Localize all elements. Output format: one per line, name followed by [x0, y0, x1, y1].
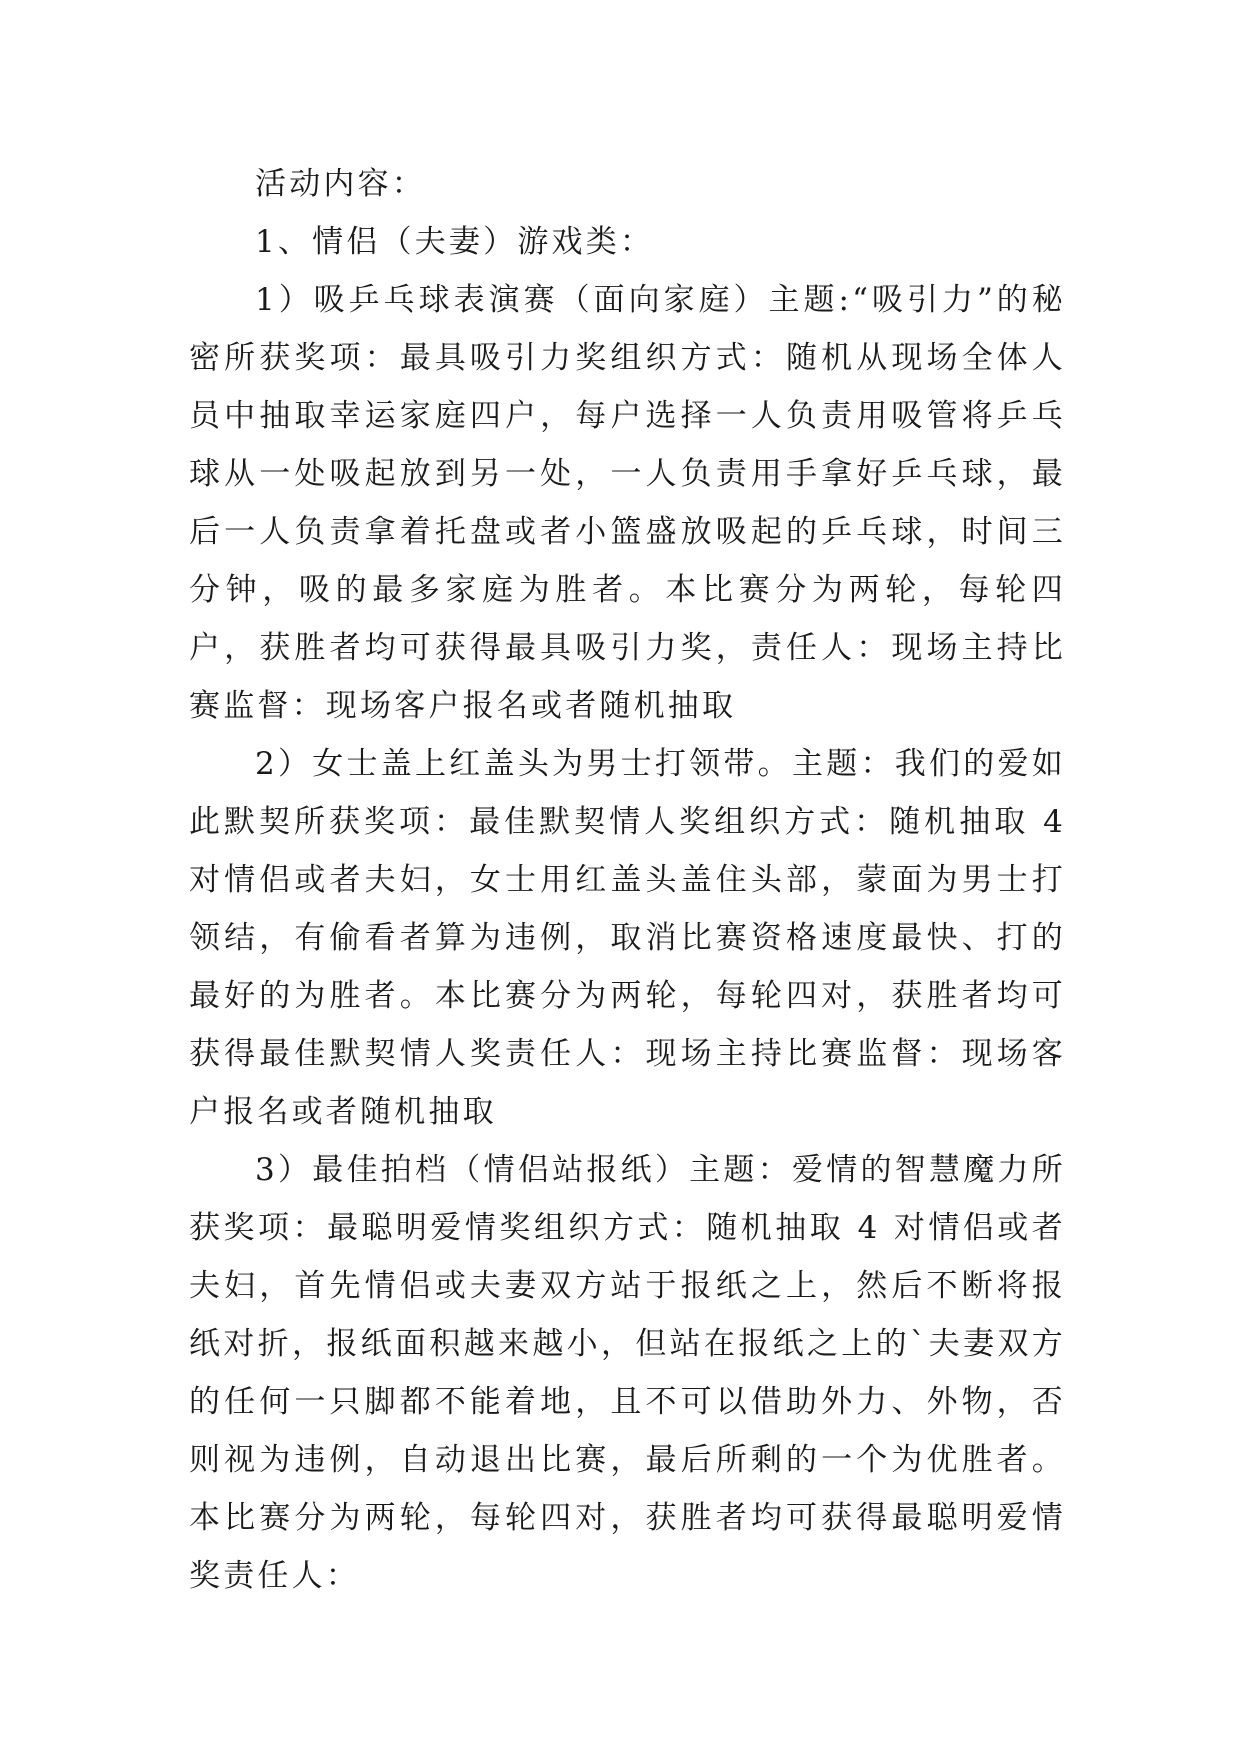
- item-3-paragraph: 3）最佳拍档（情侣站报纸）主题：爱情的智慧魔力所获奖项：最聪明爱情奖组织方式：随机抽取 4 对情侣或者夫妇，首先情侣或夫妻双方站于报纸之上，然后不断将报纸对折，报纸面积越来越小，但站在报纸之上的`夫妻双方的任何一只脚都不能着地，且不可以借助外力、外物，否则视为违例，自动退出比赛，最后所剩的一个为优胜者。本比赛分为两轮，每轮四对，获胜者均可获得最聪明爱情奖责任人：: [189, 1152, 1066, 1594]
- item-2-paragraph: 2）女士盖上红盖头为男士打领带。主题：我们的爱如此默契所获奖项：最佳默契情人奖组织方式：随机抽取 4 对情侣或者夫妇，女士用红盖头盖住头部，蒙面为男士打领结，有偷看者算为违例，取消比赛资格速度最快、打的最好的为胜者。本比赛分为两轮，每轮四对，获胜者均可获得最佳默契情人奖责任人：现场主持比赛监督：现场客户报名或者随机抽取: [189, 746, 1066, 1130]
- document-body: [189, 155, 1066, 1605]
- section-1-title: 1、情侣（夫妻）游戏类：: [255, 224, 655, 260]
- item-1-paragraph: 1）吸乒乓球表演赛（面向家庭）主题:“吸引力”的秘密所获奖项：最具吸引力奖组织方式：随机从现场全体人员中抽取幸运家庭四户，每户选择一人负责用吸管将乒乓球从一处吸起放到另一处，一人负责用手拿好乒乓球，最后一人负责拿着托盘或者小篮盛放吸起的乒乓球，时间三分钟，吸的最多家庭为胜者。本比赛分为两轮，每轮四户，获胜者均可获得最具吸引力奖，责任人：现场主持比赛监督：现场客户报名或者随机抽取: [189, 282, 1066, 724]
- section-heading: 活动内容：: [255, 166, 426, 202]
